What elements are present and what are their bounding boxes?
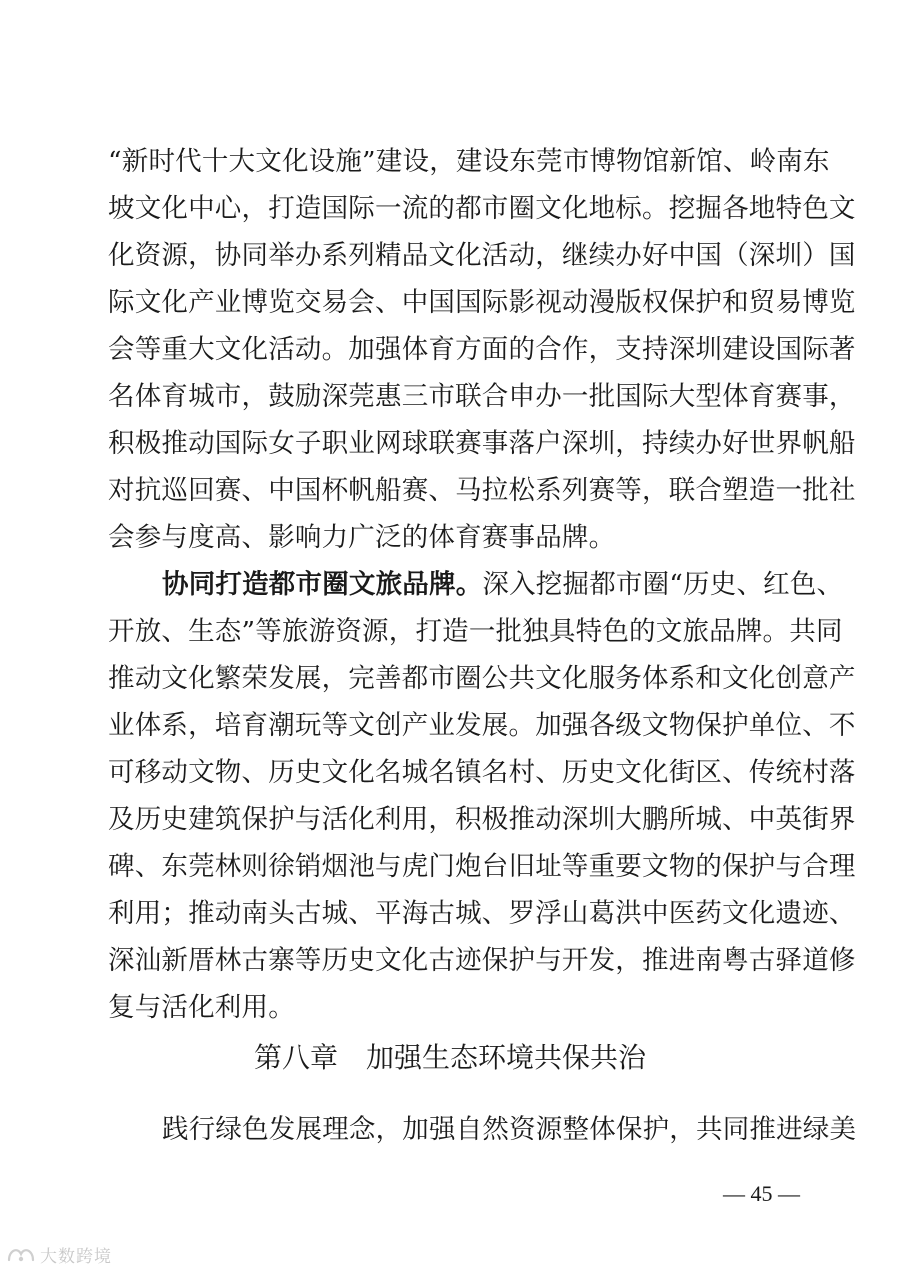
text-line: 开放、生态”等旅游资源，打造一批独具特色的文旅品牌。共同 [108, 616, 843, 647]
text-line: 坡文化中心，打造国际一流的都市圈文化地标。挖掘各地特色文 [108, 193, 856, 224]
text-line: 会等重大文化活动。加强体育方面的合作，支持深圳建设国际著 [108, 334, 856, 365]
page-number: — 45 — [723, 1181, 800, 1206]
brand-logo-icon [6, 1244, 36, 1264]
text-line: 可移动文物、历史文化名城名镇名村、历史文化街区、传统村落 [108, 757, 856, 788]
chapter-title: 第八章 加强生态环境共保共治 [253, 1041, 646, 1074]
text-line: “新时代十大文化设施”建设，建设东莞市博物馆新馆、岭南东 [108, 146, 830, 177]
paragraph-first-line [162, 565, 844, 605]
text-line: 际文化产业博览交易会、中国国际影视动漫版权保护和贸易博览 [108, 287, 856, 318]
text-line: 名体育城市，鼓励深莞惠三市联合申办一批国际大型体育赛事， [108, 381, 856, 412]
text-span: 深入挖掘都市圈“历史、红色、 [482, 569, 844, 600]
text-line: 及历史建筑保护与活化利用，积极推动深圳大鹏所城、中英街界 [108, 804, 856, 835]
text-line: 推动文化繁荣发展，完善都市圈公共文化服务体系和文化创意产 [108, 663, 856, 694]
text-line: 化资源，协同举办系列精品文化活动，继续办好中国（深圳）国 [108, 240, 856, 271]
watermark-text: 大数跨境 [40, 1246, 112, 1267]
text-line: 践行绿色发展理念，加强自然资源整体保护，共同推进绿美 [162, 1114, 857, 1145]
paragraph-heading: 协同打造都市圈文旅品牌。 [162, 569, 483, 600]
text-line: 碑、东莞林则徐销烟池与虎门炮台旧址等重要文物的保护与合理 [108, 851, 856, 882]
text-line: 利用；推动南头古城、平海古城、罗浮山葛洪中医药文化遗迹、 [108, 898, 856, 929]
text-line: 复与活化利用。 [108, 992, 295, 1023]
text-line: 深汕新厝林古寨等历史文化古迹保护与开发，推进南粤古驿道修 [108, 945, 856, 976]
text-line: 对抗巡回赛、中国杯帆船赛、马拉松系列赛等，联合塑造一批社 [108, 475, 856, 506]
watermark [6, 1242, 112, 1266]
text-line: 会参与度高、影响力广泛的体育赛事品牌。 [108, 522, 616, 553]
text-line: 业体系，培育潮玩等文创产业发展。加强各级文物保护单位、不 [108, 710, 856, 741]
text-line: 积极推动国际女子职业网球联赛事落户深圳，持续办好世界帆船 [108, 428, 856, 459]
